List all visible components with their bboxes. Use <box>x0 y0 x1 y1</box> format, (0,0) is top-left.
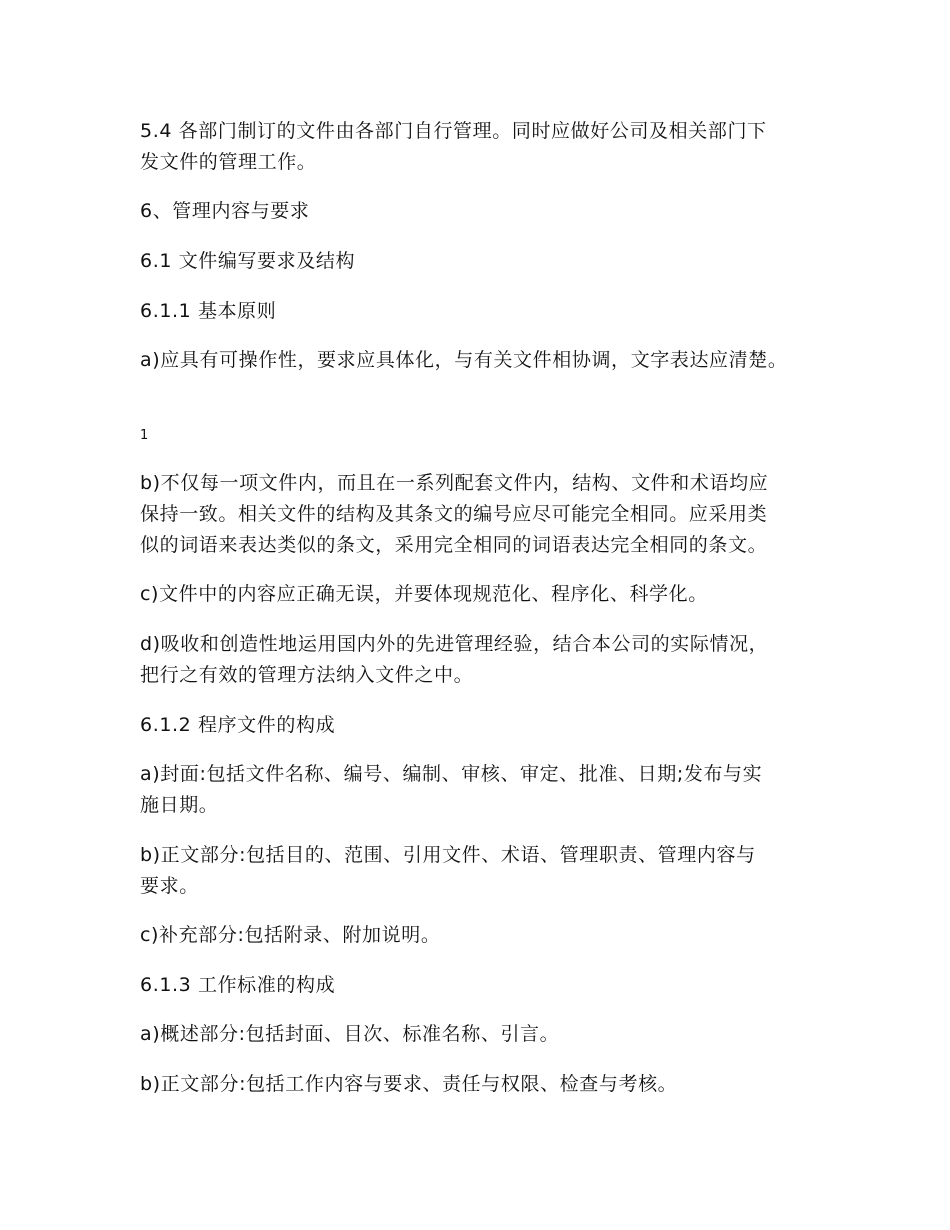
paragraph-a-cover <box>140 759 830 821</box>
text-line: 施日期。 <box>140 794 219 816</box>
paragraph-c-supplement <box>140 920 830 951</box>
text-line: a)封面:包括文件名称、编号、编制、审核、审定、批准、日期;发布与实 <box>140 763 763 785</box>
text-line: 把行之有效的管理方法纳入文件之中。 <box>140 664 474 686</box>
heading-6-1-3 <box>140 970 830 1001</box>
text-line: 6.1.2 程序文件的构成 <box>140 714 336 736</box>
text-line: 6、管理内容与要求 <box>140 200 310 222</box>
text-line: a)概述部分:包括封面、目次、标准名称、引言。 <box>140 1023 560 1045</box>
text-line: b)不仅每一项文件内，而且在一系列配套文件内，结构、文件和术语均应 <box>140 472 769 494</box>
text-line: 保持一致。相关文件的结构及其条文的编号应尽可能完全相同。应采用类 <box>140 503 768 525</box>
page-number: 1 <box>140 428 149 443</box>
paragraph-c-correctness <box>140 579 830 610</box>
heading-6-1-2 <box>140 710 830 741</box>
text-line: 5.4 各部门制订的文件由各部门自行管理。同时应做好公司及相关部门下 <box>140 120 767 142</box>
paragraph-b-body <box>140 840 830 902</box>
paragraph-b-consistency <box>140 468 830 561</box>
paragraph-5-4 <box>140 116 830 178</box>
text-line: c)文件中的内容应正确无误，并要体现规范化、程序化、科学化。 <box>140 583 708 605</box>
text-line: b)正文部分:包括目的、范围、引用文件、术语、管理职责、管理内容与 <box>140 844 756 866</box>
text-line: b)正文部分:包括工作内容与要求、责任与权限、检查与考核。 <box>140 1073 678 1095</box>
text-line: c)补充部分:包括附录、附加说明。 <box>140 924 441 946</box>
heading-6 <box>140 196 830 227</box>
text-line: 似的词语来表达类似的条文，采用完全相同的词语表达完全相同的条文。 <box>140 534 768 556</box>
heading-6-1 <box>140 246 830 277</box>
text-line: 6.1.1 基本原则 <box>140 300 277 322</box>
heading-6-1-1 <box>140 296 830 327</box>
text-line: 要求。 <box>140 875 199 897</box>
paragraph-a-principle <box>140 345 830 376</box>
paragraph-b-work-body <box>140 1069 830 1100</box>
paragraph-a-overview <box>140 1019 830 1050</box>
text-line: d)吸收和创造性地运用国内外的先进管理经验，结合本公司的实际情况， <box>140 633 769 655</box>
paragraph-d-experience <box>140 629 830 691</box>
text-line: a)应具有可操作性，要求应具体化，与有关文件相协调，文字表达应清楚。 <box>140 349 788 371</box>
text-line: 发文件的管理工作。 <box>140 151 317 173</box>
text-line: 6.1.3 工作标准的构成 <box>140 974 336 996</box>
text-line: 6.1 文件编写要求及结构 <box>140 250 356 272</box>
